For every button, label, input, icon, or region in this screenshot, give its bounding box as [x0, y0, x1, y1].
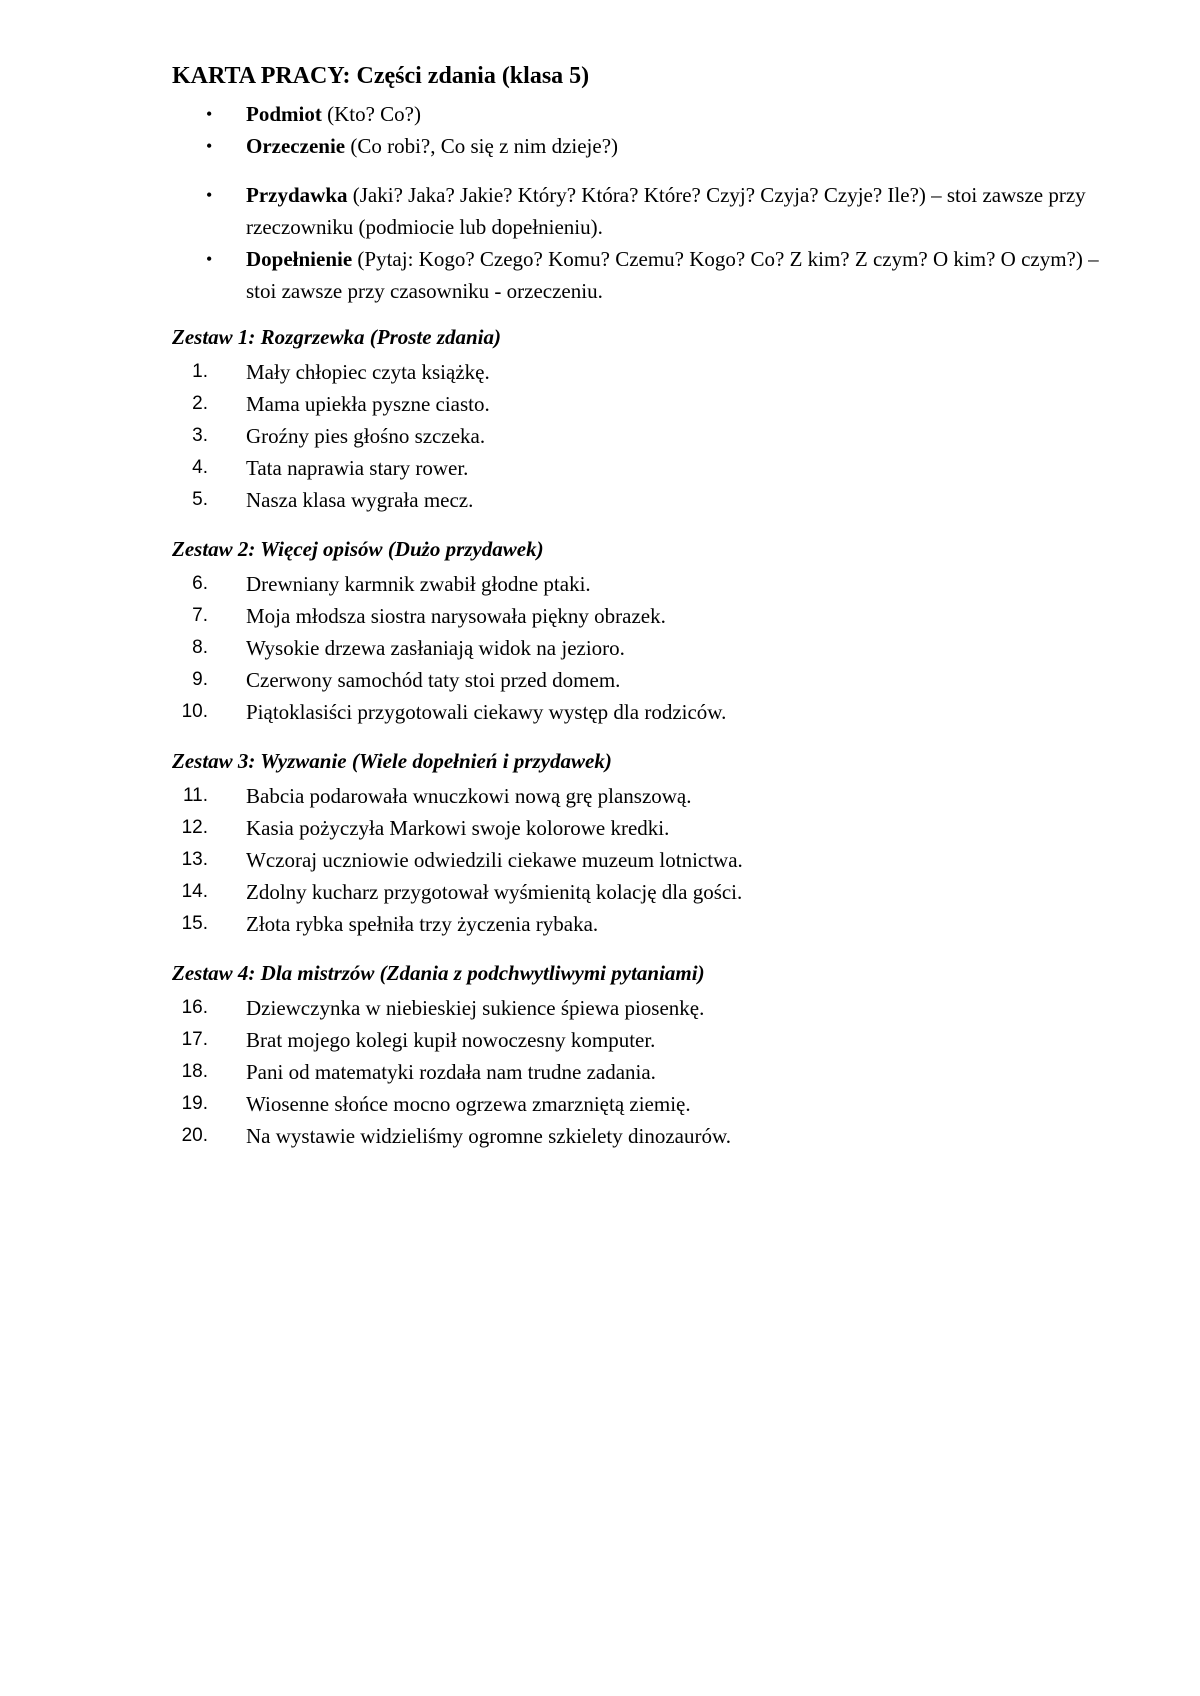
sentence-text: Mały chłopiec czyta książkę.: [246, 360, 490, 384]
sentence-text: Mama upiekła pyszne ciasto.: [246, 392, 490, 416]
definition-item: [172, 98, 1132, 130]
sentence-item: [172, 876, 1132, 908]
sentence-text: Drewniany karmnik zwabił głodne ptaki.: [246, 572, 591, 596]
sentence-text: Kasia pożyczyła Markowi swoje kolorowe kredki.: [246, 816, 670, 840]
definition-term: Dopełnienie: [246, 247, 353, 271]
sentence-number: 16.: [181, 997, 208, 1018]
sentence-item: [172, 1024, 1132, 1056]
definitions-list: [172, 98, 1132, 307]
sentence-number: 4.: [192, 457, 208, 478]
definition-item: [172, 130, 1132, 162]
sentence-text: Wysokie drzewa zasłaniają widok na jezioro.: [246, 636, 625, 660]
sentence-number: 13.: [181, 849, 208, 870]
sentence-text: Nasza klasa wygrała mecz.: [246, 488, 474, 512]
sentence-number: 9.: [192, 669, 208, 690]
definition-desc: (Jaki? Jaka? Jakie? Który? Która? Które? Czyj? Czyja? Czyje? Ile?) – stoi zawsze przy rzeczowniku (podmiocie lub dopełnieniu).: [246, 183, 1086, 239]
sentence-number: 14.: [181, 881, 208, 902]
set-heading: Zestaw 1: Rozgrzewka (Proste zdania): [172, 325, 502, 349]
definition-item: [172, 179, 1132, 243]
set-heading: Zestaw 3: Wyzwanie (Wiele dopełnień i przydawek): [172, 749, 612, 773]
sentence-text: Piątoklasiści przygotowali ciekawy występ dla rodziców.: [246, 700, 727, 724]
bullet-icon: •: [206, 249, 213, 269]
sentence-item: [172, 1088, 1132, 1120]
sentence-number: 17.: [181, 1029, 208, 1050]
sentence-text: Groźny pies głośno szczeka.: [246, 424, 486, 448]
sentence-text: Babcia podarowała wnuczkowi nową grę planszową.: [246, 784, 692, 808]
sentence-number: 3.: [192, 425, 208, 446]
definition-desc: (Kto? Co?): [321, 102, 421, 126]
sentence-text: Dziewczynka w niebieskiej sukience śpiewa piosenkę.: [246, 996, 705, 1020]
definition-term: Podmiot: [246, 102, 322, 126]
sentence-number: 5.: [192, 489, 208, 510]
sentence-number: 1.: [192, 361, 208, 382]
sentence-item: [172, 568, 1132, 600]
sentence-item: [172, 908, 1132, 940]
sentence-text: Wczoraj uczniowie odwiedzili ciekawe muzeum lotnictwa.: [246, 848, 743, 872]
definition-item: [172, 243, 1132, 307]
sentence-item: [172, 844, 1132, 876]
sentence-list: [172, 568, 1132, 728]
sentence-number: 8.: [192, 637, 208, 658]
worksheet-title: [172, 60, 1132, 98]
sentence-text: Zdolny kucharz przygotował wyśmienitą kolację dla gości.: [246, 880, 743, 904]
sentence-text: Czerwony samochód taty stoi przed domem.: [246, 668, 621, 692]
sentence-item: [172, 664, 1132, 696]
title-lead: KARTA PRACY:: [172, 63, 351, 89]
sentence-number: 12.: [181, 817, 208, 838]
sentence-item: [172, 1056, 1132, 1088]
definition-term: Przydawka: [246, 183, 348, 207]
definition-term: Orzeczenie: [246, 134, 346, 158]
sentence-number: 11.: [182, 785, 208, 806]
set-heading: Zestaw 2: Więcej opisów (Dużo przydawek): [172, 537, 544, 561]
sentence-item: [172, 356, 1132, 388]
sentence-item: [172, 484, 1132, 516]
sentence-number: 15.: [181, 913, 208, 934]
worksheet-page: [172, 60, 1132, 1152]
sentence-text: Tata naprawia stary rower.: [246, 456, 469, 480]
bullet-icon: •: [206, 136, 213, 156]
sentence-text: Brat mojego kolegi kupił nowoczesny komputer.: [246, 1028, 656, 1052]
bullet-icon: •: [206, 185, 213, 205]
sentence-list: [172, 356, 1132, 516]
sentence-item: [172, 420, 1132, 452]
sentence-text: Pani od matematyki rozdała nam trudne zadania.: [246, 1060, 656, 1084]
sentence-list: [172, 780, 1132, 940]
sentence-number: 19.: [181, 1093, 208, 1114]
sentence-item: [172, 780, 1132, 812]
sentence-number: 7.: [192, 605, 208, 626]
definition-desc: (Co robi?, Co się z nim dzieje?): [345, 134, 619, 158]
sentence-item: [172, 992, 1132, 1024]
sentence-list: [172, 992, 1132, 1152]
sentence-text: Moja młodsza siostra narysowała piękny obrazek.: [246, 604, 666, 628]
sentence-item: [172, 452, 1132, 484]
title-rest: Części zdania (klasa 5): [356, 63, 590, 89]
sentence-number: 10.: [181, 701, 208, 722]
sentence-number: 6.: [192, 573, 208, 594]
sentence-item: [172, 600, 1132, 632]
definition-desc: (Pytaj: Kogo? Czego? Komu? Czemu? Kogo? Co? Z kim? Z czym? O kim? O czym?) – stoi zawsze przy czasowniku - orzeczeniu.: [246, 247, 1099, 303]
sentence-item: [172, 388, 1132, 420]
sentence-item: [172, 632, 1132, 664]
sentence-item: [172, 696, 1132, 728]
sentence-number: 20.: [181, 1125, 208, 1146]
sentence-text: Złota rybka spełniła trzy życzenia rybaka.: [246, 912, 599, 936]
sentence-item: [172, 1120, 1132, 1152]
sentence-text: Wiosenne słońce mocno ogrzewa zmarzniętą ziemię.: [246, 1092, 691, 1116]
sentence-text: Na wystawie widzieliśmy ogromne szkielety dinozaurów.: [246, 1124, 732, 1148]
sentence-number: 18.: [181, 1061, 208, 1082]
sentence-item: [172, 812, 1132, 844]
sentence-number: 2.: [192, 393, 208, 414]
set-heading: Zestaw 4: Dla mistrzów (Zdania z podchwytliwymi pytaniami): [172, 961, 705, 985]
bullet-icon: •: [206, 104, 213, 124]
